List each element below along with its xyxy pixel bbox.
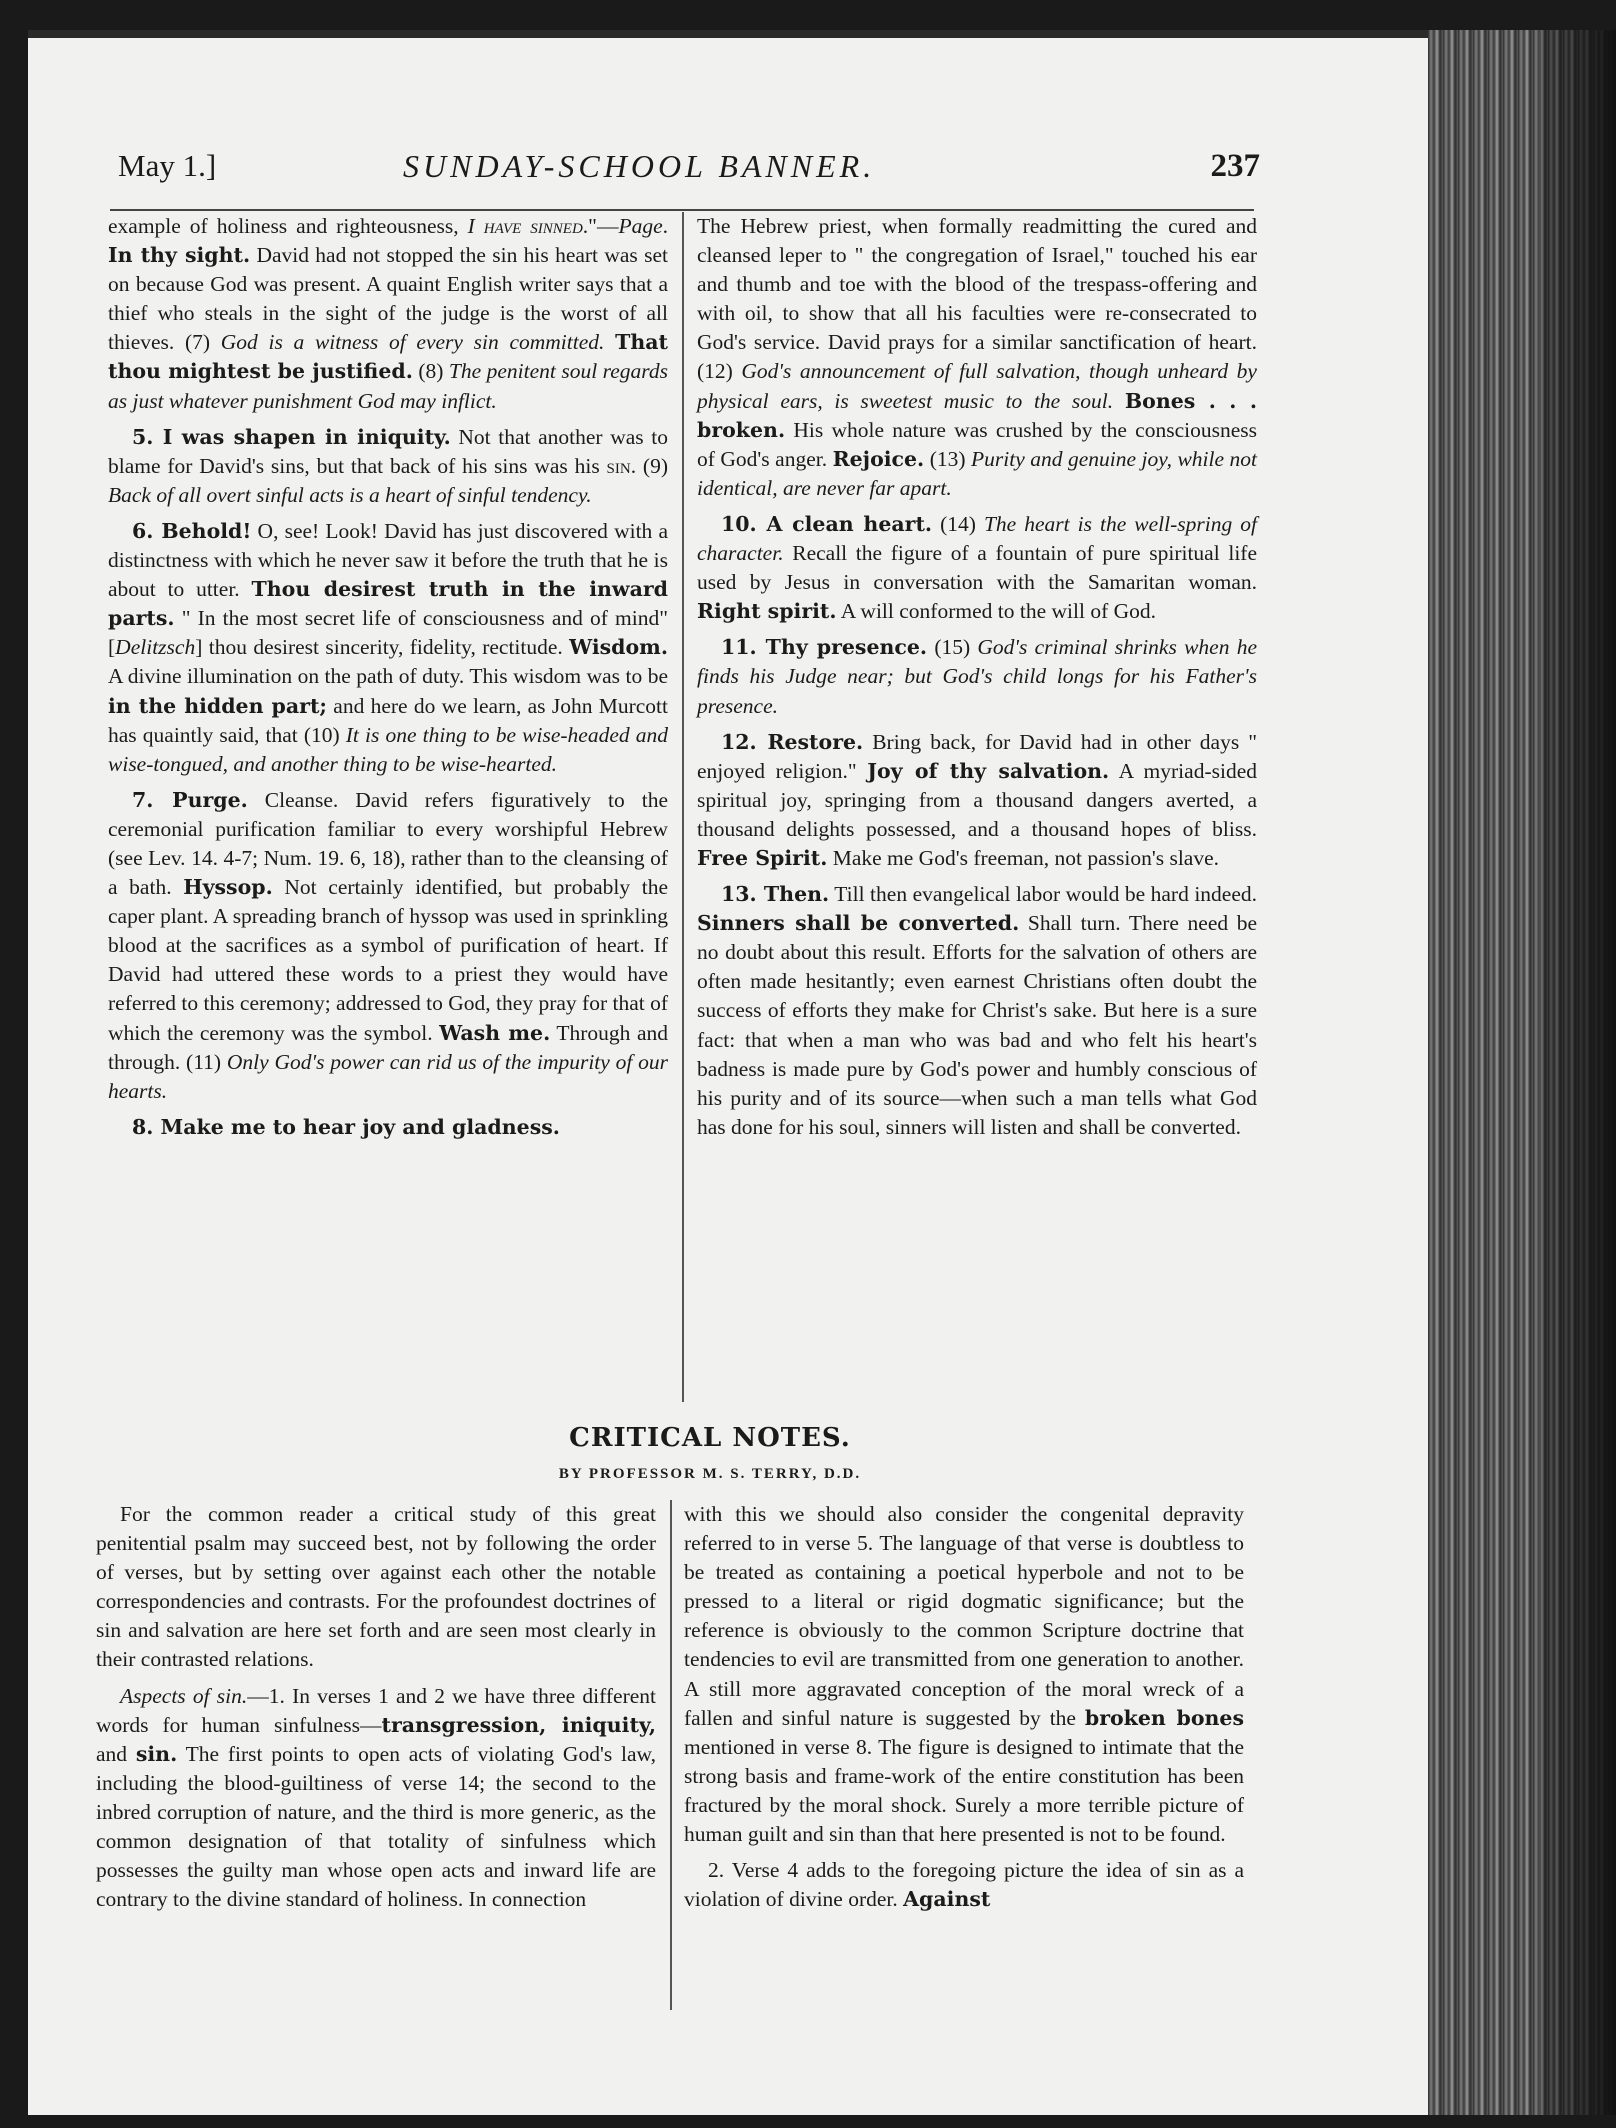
column-rule	[682, 212, 684, 1402]
italic-note: Back of all overt sinful acts is a heart of sinful tendency.	[108, 482, 592, 507]
verse-heading: 11. Thy presence.	[721, 635, 928, 660]
paragraph	[697, 212, 1257, 503]
term: Against	[903, 1887, 991, 1912]
text: His whole nature was crushed by the consciousness of God's anger.	[697, 417, 1257, 471]
italic-note: Only God's power can rid us of the impurity of our hearts.	[108, 1049, 668, 1103]
text	[604, 330, 615, 354]
paragraph	[697, 510, 1257, 626]
verse-heading: Hyssop.	[183, 875, 273, 900]
italic-note: God's criminal shrinks when he finds his Judge near; but God's child longs for his Father's presence.	[697, 635, 1257, 718]
book-spine-shadow	[1540, 30, 1616, 2115]
paragraph	[108, 786, 668, 1106]
source: Page	[618, 214, 663, 238]
italic-note: The penitent soul regards as just whatever punishment God may inflict.	[108, 359, 668, 413]
text: and here do we learn, as John Murcott has quaintly said, that (10)	[108, 693, 668, 747]
verse-heading: 13. Then.	[721, 882, 830, 907]
verse-heading: 10. A clean heart.	[721, 511, 933, 536]
paragraph	[697, 880, 1257, 1142]
italic-note: It is one thing to be wise-headed and wise-tongued, and another thing to be wise-hearted.	[108, 722, 668, 776]
verse-heading: That thou mightest be justified.	[108, 330, 669, 384]
term: broken bones	[1084, 1705, 1245, 1730]
text: Not certainly identified, but probably the caper plant. A spreading branch of hyssop was used in sprinkling blood at the sacrifices as a symbol of purification of heart. If David had uttered these words to a priest they would have referred to this ceremony; addressed to God, they pray for that of which the ceremony was the symbol.	[108, 875, 669, 1045]
citation: Delitzsch	[115, 635, 196, 660]
verse-heading: Sinners shall be converted.	[697, 911, 1020, 936]
italic-note: God's announcement of full salvation, though unheard by physical ears, is sweetest music to the soul.	[697, 359, 1257, 413]
text: For the common reader a critical study of this great penitential psalm may succeed best, not by following the order of verses, but by setting over against each other the notable correspondencies and contrasts. For the profoundest doctrines of sin and salvation are here set forth and are seen most clearly in their contrasted relations.	[96, 1502, 656, 1672]
verse-heading: Wisdom.	[569, 635, 668, 660]
header-date: May 1.]	[118, 148, 217, 183]
verse-heading: Right spirit.	[697, 599, 837, 624]
text: with this we should also consider the congenital depravity referred to in verse 5. The language of that verse is doubtless to be treated as containing a poetical hyperbole and not to be pressed to a literal or rigid dogmatic significance; but the reference is obviously to the common Scripture doctrine that tendencies to evil are transmitted from one generation to another. A still more aggravated conception of the moral wreck of a fallen and sinful nature is suggested by the	[684, 1502, 1244, 1730]
text: Cleanse. David refers figuratively to the ceremonial purification familiar to every worshipful Hebrew (see Lev. 14. 4-7; Num. 19. 6, 18), rather than to the cleansing of a bath.	[108, 787, 668, 900]
verse-heading: in the hidden part;	[108, 693, 327, 718]
text: Through and through. (11)	[108, 1020, 668, 1074]
paragraph	[96, 1500, 656, 1675]
text: ] thou desirest sincerity, fidelity, rectitude.	[195, 635, 570, 660]
term: sin.	[135, 1741, 178, 1766]
text: " In the most secret life of consciousness and of mind" [	[108, 606, 668, 660]
text: .	[662, 214, 669, 238]
page-top-edge	[28, 30, 1428, 38]
verse-heading: Wash me.	[439, 1020, 551, 1045]
paragraph	[108, 212, 668, 416]
critical-notes-title: CRITICAL NOTES.	[569, 1423, 851, 1453]
running-header	[118, 148, 1260, 196]
text: Bring back, for David had in other days " enjoyed religion."	[697, 729, 1257, 783]
column-1	[108, 212, 668, 1149]
text: ."—	[582, 214, 619, 238]
italic-note: Aspects of sin.	[120, 1683, 248, 1708]
text: . (9)	[630, 453, 668, 478]
text: Recall the figure of a fountain of pure spiritual life used by Jesus in conversation with the Samaritan woman.	[697, 541, 1257, 595]
verse-heading: 12. Restore.	[721, 729, 864, 754]
paragraph	[697, 728, 1257, 873]
text: A divine illumination on the path of duty. This wisdom was to be	[108, 664, 668, 689]
verse-heading: Bones . . . broken.	[697, 388, 1258, 442]
text: 2. Verse 4 adds to the foregoing picture the idea of sin as a violation of divine order.	[684, 1858, 1244, 1912]
verse-heading: 8. Make me to hear joy and gladness.	[132, 1114, 560, 1139]
text: Make me God's freeman, not passion's slave.	[827, 845, 1220, 870]
text: —1. In verses 1 and 2 we have three different words for human sinfulness—	[96, 1683, 656, 1737]
paragraph	[684, 1500, 1244, 1849]
text: David had not stopped the sin his heart was set on because God was present. A quaint English writer says that a thief who steals in the sight of the judge is the worst of all thieves. (7)	[108, 243, 668, 355]
paragraph	[108, 517, 668, 779]
term: transgression, iniquity,	[381, 1712, 656, 1737]
paragraph	[108, 423, 668, 510]
paragraph	[684, 1856, 1244, 1914]
verse-heading: Thou desirest truth in the inward parts.	[108, 577, 668, 631]
verse-heading: Joy of thy salvation.	[867, 758, 1110, 783]
text: The first points to open acts of violating God's law, including the blood-guiltiness of verse 14; the second to the inbred corruption of nature, and the third is more generic, as the common designation of that totality of sinfulness which possesses the guilty man whose open acts and inward life are contrary to the divine standard of holiness. In connection	[96, 1741, 656, 1912]
text: sin	[606, 453, 631, 478]
text: A will conformed to the will of God.	[836, 599, 1157, 624]
text: and	[96, 1741, 136, 1766]
italic-note: Purity and genuine joy, while not identical, are never far apart.	[697, 446, 1257, 500]
column-4	[684, 1500, 1244, 1921]
column-2	[697, 212, 1257, 1149]
column-3	[96, 1500, 656, 1921]
text: example of holiness and righteousness,	[108, 214, 468, 238]
column-rule	[670, 1500, 672, 2010]
verse-heading: 6. Behold!	[132, 518, 252, 543]
quote: I have sinned	[467, 214, 583, 238]
text: mentioned in verse 8. The figure is designed to intimate that the strong basis and frame-work of the entire constitution has been fractured by the moral shock. Surely a more terrible picture of human guilt and sin than that here presented is not to be found.	[684, 1734, 1244, 1847]
text: The Hebrew priest, when formally readmitting the cured and cleansed leper to " the congregation of Israel," touched his ear and thumb and toe with the blood of the trespass-offering and with oil, to show that all his faculties were re-consecrated to God's service. David prays for a similar sanctification of heart. (12)	[697, 214, 1257, 384]
header-rule	[110, 209, 1254, 211]
paragraph	[96, 1682, 656, 1915]
critical-notes-byline: BY PROFESSOR M. S. TERRY, D.D.	[558, 1466, 862, 1482]
text: Till then evangelical labor would be hard indeed.	[829, 882, 1258, 907]
verse-heading: Rejoice.	[832, 446, 925, 471]
text: (14)	[932, 511, 984, 536]
text: (15)	[927, 635, 978, 660]
verse-heading: 7. Purge.	[132, 787, 248, 812]
page-number: 237	[1210, 148, 1260, 184]
verse-heading: 5. I was shapen in iniquity.	[132, 424, 451, 449]
text: (8)	[412, 359, 449, 384]
paragraph	[108, 1113, 668, 1142]
verse-heading: Free Spirit.	[697, 845, 828, 870]
italic-note: God is a witness of every sin committed.	[220, 330, 605, 355]
text: Shall turn. There need be no doubt about this result. Efforts for the salvation of others are often made hesitantly; even earnest Christians often doubt the success of efforts they make for Christ's sake. But here is a sure fact: that when a man who was bad and who felt his heart's badness is made pure by God's power and humbly conscious of his purity and of its source—when such a man tells what God has done for his soul, sinners will listen and shall be converted.	[697, 911, 1257, 1139]
text: (13)	[924, 446, 971, 471]
italic-note: The heart is the well-spring of character.	[697, 511, 1257, 566]
text	[1113, 389, 1125, 413]
text: Not that another was to blame for David's sins, but that back of his sins was his	[108, 424, 668, 478]
text: A myriad-sided spiritual joy, springing from a thousand dangers averted, a thousand delights possessed, and a thousand hopes of bliss.	[697, 758, 1257, 841]
header-title: SUNDAY-SCHOOL BANNER.	[403, 148, 876, 184]
paragraph	[697, 633, 1257, 720]
verse-heading: In thy sight.	[108, 243, 251, 268]
text: O, see! Look! David has just discovered with a distinctness with which he never saw it before the truth that he is about to utter.	[108, 518, 668, 602]
